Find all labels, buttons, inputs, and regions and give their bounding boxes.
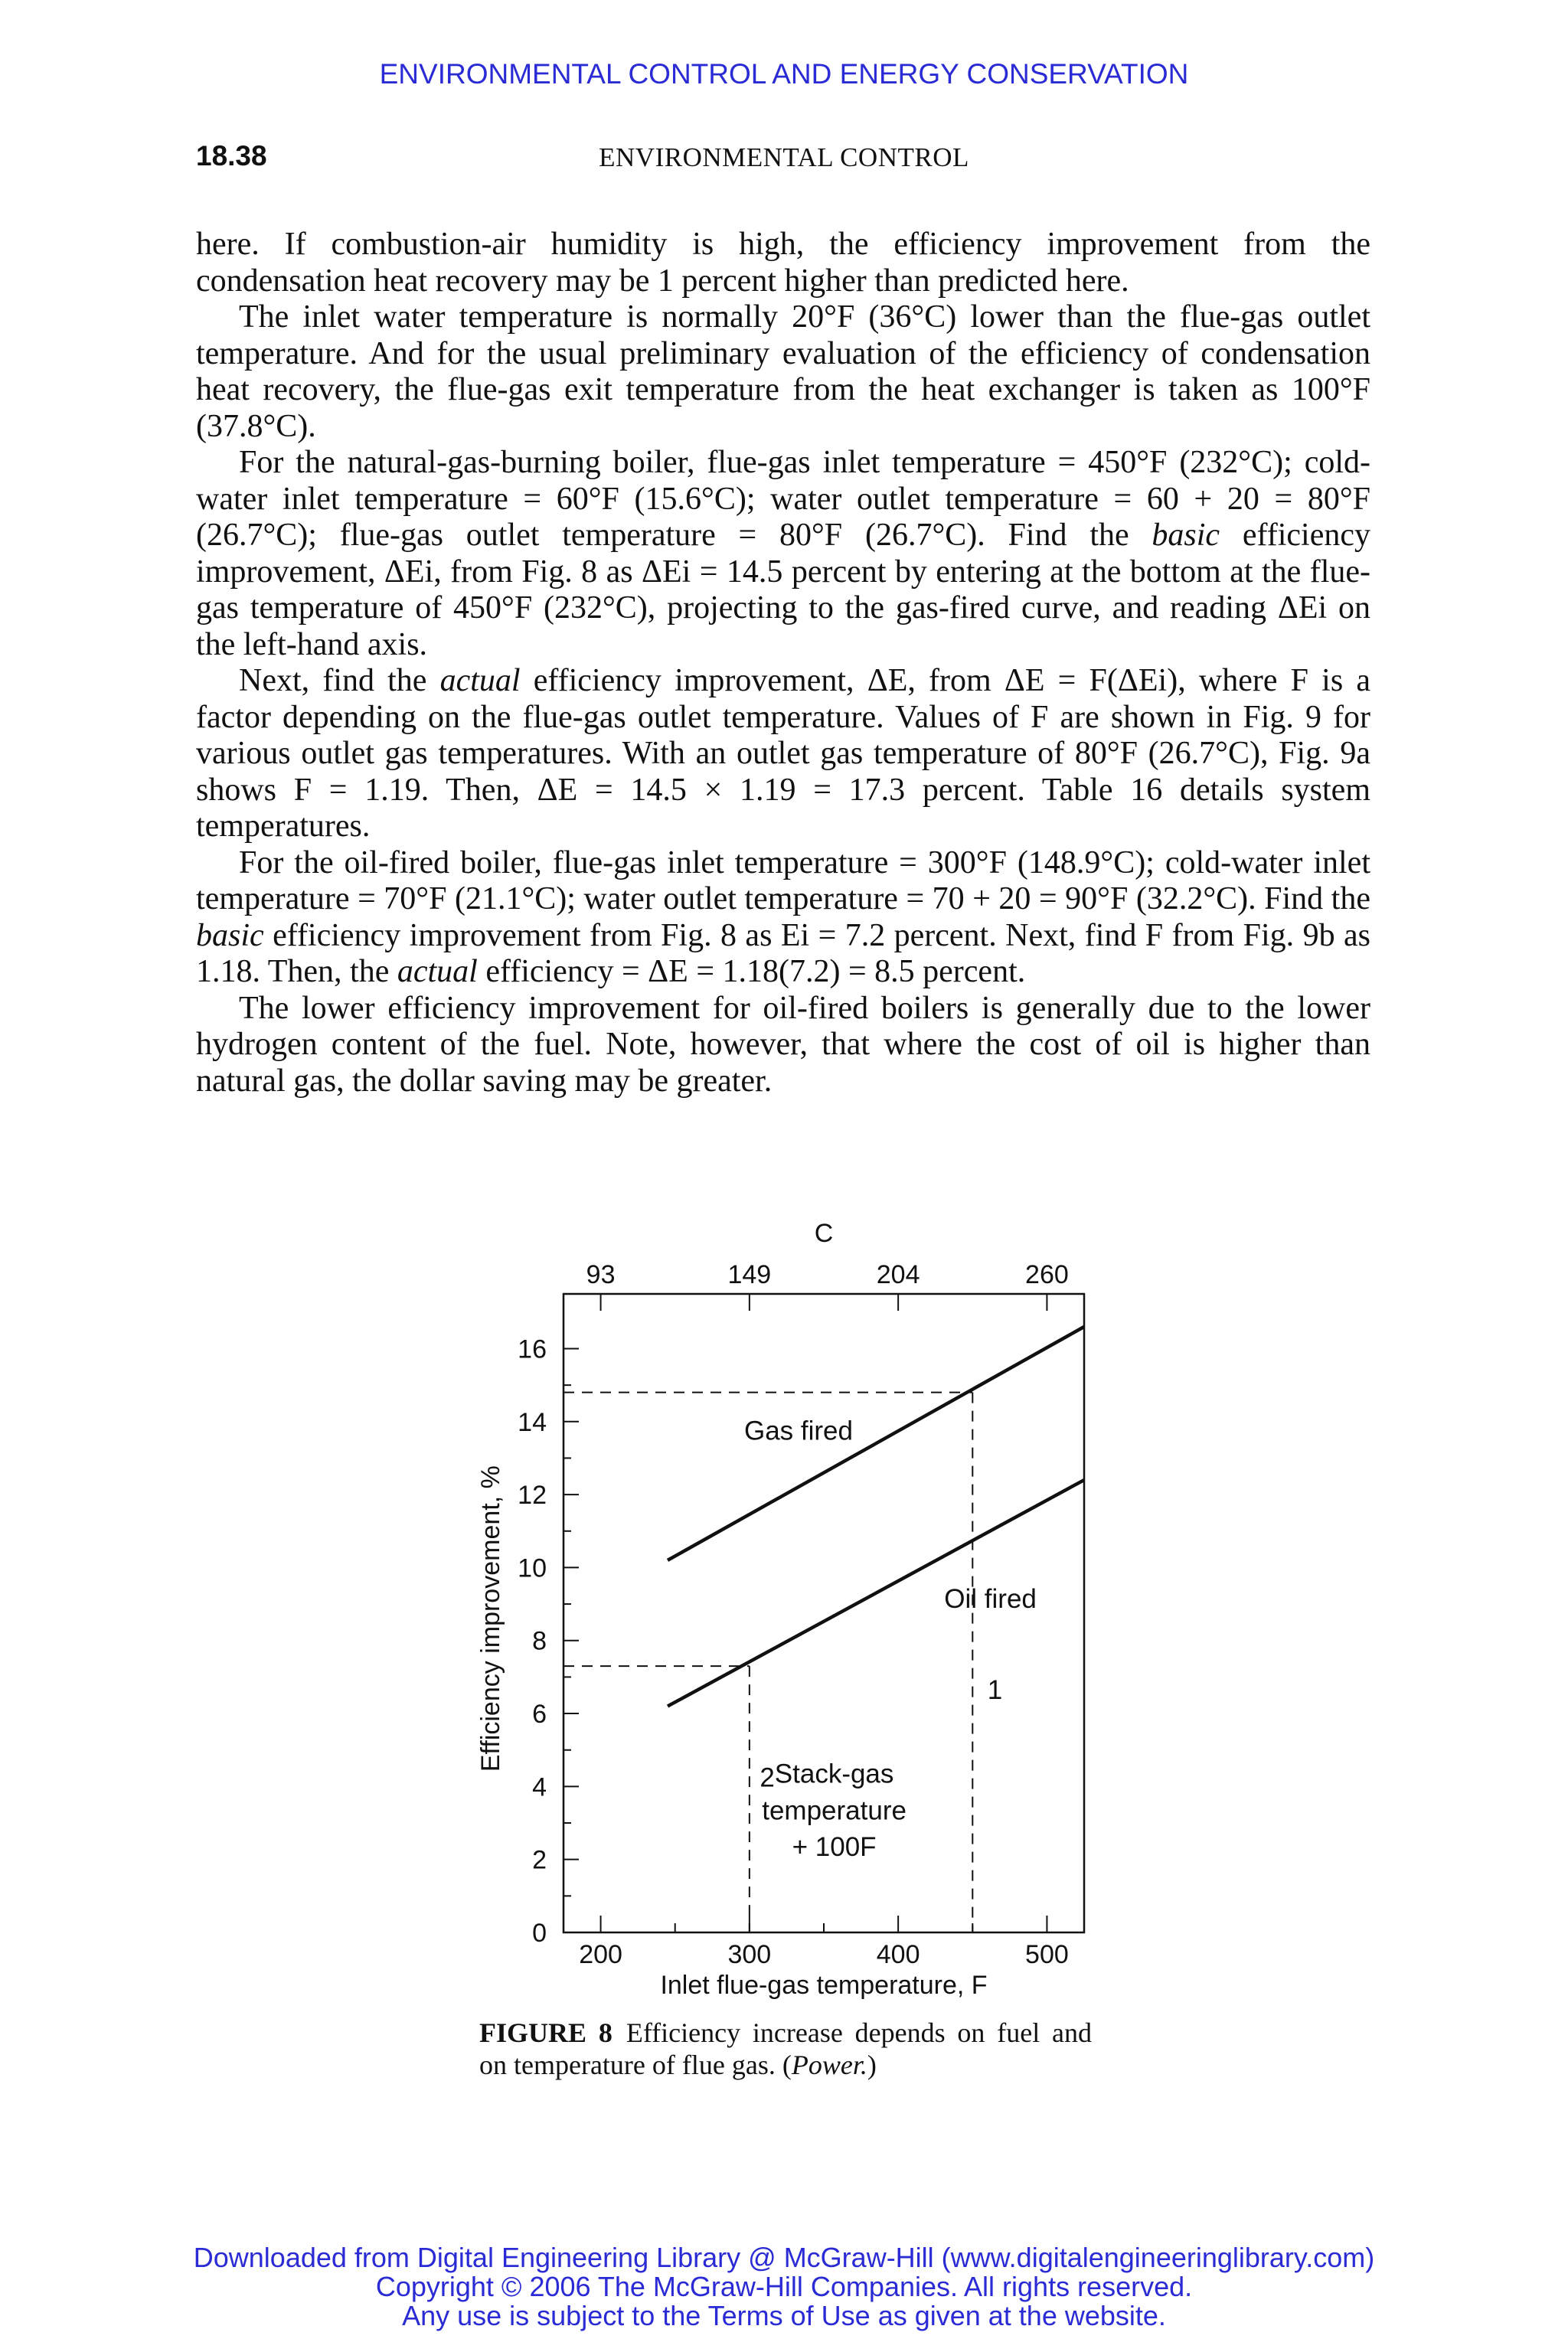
chart-annotation: + 100F <box>792 1831 877 1862</box>
paragraph-6: The lower efficiency improvement for oil-fired boilers is generally due to the lower hydrogen content of the fuel. Note, however, that where the cost of oil is higher than natural gas, the dollar saving may be greater. <box>196 990 1370 1099</box>
footer-line-download: Downloaded from Digital Engineering Library @ McGraw-Hill (www.digitalengineeringlibrary.com) <box>193 2242 1375 2273</box>
paragraph-4: Next, find the actual efficiency improvement, ΔE, from ΔE = F(ΔEi), where F is a factor depending on the flue-gas outlet temperature. Values of F are shown in Fig. 9 for various outlet gas temperatures. With an outlet gas temperature of 80°F (26.7°C), Fig. 9a shows F = 1.19. Then, ΔE = 14.5 × 1.19 = 17.3 percent. Table 16 details system temperatures. <box>196 663 1370 844</box>
x-tick-label: 400 <box>876 1940 920 1969</box>
chart-annotation: temperature <box>762 1795 906 1826</box>
running-head: ENVIRONMENTAL CONTROL <box>599 142 969 172</box>
y-tick-label: 8 <box>532 1626 547 1656</box>
x2-tick-label: 149 <box>727 1260 772 1289</box>
y-tick-label: 6 <box>532 1700 547 1730</box>
caption-source: Power. <box>791 2050 867 2080</box>
paragraph-5: For the oil-fired boiler, flue-gas inlet temperature = 300°F (148.9°C); cold-water inlet temperature = 70°F (21.1°C); water outlet temperature = 70 + 20 = 90°F (32.2°C). Find the basic efficiency improvement from Fig. 8 as Ei = 7.2 percent. Next, find F from Fig. 9b as 1.18. Then, the actual efficiency = ΔE = 1.18(7.2) = 8.5 percent. <box>196 844 1370 989</box>
figure-8-chart <box>0 1210 1568 2014</box>
x2-axis-label: C <box>814 1219 834 1248</box>
x2-tick-label: 93 <box>586 1260 616 1289</box>
page-number: 18.38 <box>196 140 267 172</box>
book-title-banner: ENVIRONMENTAL CONTROL AND ENERGY CONSERVATION <box>379 58 1189 90</box>
y-tick-label: 4 <box>532 1772 547 1802</box>
y-axis-label: Efficiency improvement, % <box>476 1465 505 1772</box>
body-text <box>196 227 1370 1099</box>
download-footer <box>0 2243 1568 2331</box>
x2-tick-label: 204 <box>876 1260 920 1289</box>
figure-caption: FIGURE 8 Efficiency increase depends on fuel and on temperature of flue gas. (Power.) <box>479 2017 1092 2080</box>
x-tick-label: 300 <box>727 1940 772 1969</box>
chart-layer <box>476 1219 1084 2000</box>
y-tick-label: 10 <box>518 1553 547 1583</box>
y-tick-label: 2 <box>532 1845 547 1875</box>
x-tick-label: 200 <box>579 1940 622 1969</box>
x-axis-label: Inlet flue-gas temperature, F <box>660 1971 988 2000</box>
y-tick-label: 16 <box>518 1334 547 1364</box>
figure-label: FIGURE 8 <box>479 2017 612 2048</box>
x-tick-label: 500 <box>1025 1940 1069 1969</box>
paragraph-3: For the natural-gas-burning boiler, flue-gas inlet temperature = 450°F (232°C); cold-water inlet temperature = 60°F (15.6°C); water outlet temperature = 60 + 20 = 80°F (26.7°C); flue-gas outlet temperature = 80°F (26.7°C). Find the basic efficiency improvement, ΔEi, from Fig. 8 as ΔEi = 14.5 percent by entering at the bottom at the flue-gas temperature of 450°F (232°C), projecting to the gas-fired curve, and reading ΔEi on the left-hand axis. <box>196 445 1370 662</box>
y-tick-label: 12 <box>518 1481 547 1511</box>
footer-line-terms: Any use is subject to the Terms of Use as given at the website. <box>402 2300 1166 2331</box>
paragraph-1: here. If combustion-air humidity is high, the efficiency improvement from the condensation heat recovery may be 1 percent higher than predicted here. <box>196 227 1370 299</box>
chart-annotation: Stack-gas <box>774 1759 894 1789</box>
chart-annotation: Oil fired <box>944 1583 1037 1614</box>
y-tick-label: 14 <box>518 1407 547 1437</box>
paragraph-2: The inlet water temperature is normally 20°F (36°C) lower than the flue-gas outlet temperature. And for the usual preliminary evaluation of the efficiency of condensation heat recovery, the flue-gas exit temperature from the heat exchanger is taken as 100°F (37.8°C). <box>196 299 1370 444</box>
chart-annotation: 2 <box>760 1762 775 1793</box>
x2-tick-label: 260 <box>1025 1260 1069 1289</box>
y-tick-label: 0 <box>532 1919 547 1948</box>
chart-annotation: Gas fired <box>743 1416 853 1446</box>
series-line <box>668 1327 1084 1560</box>
chart-annotation: 1 <box>987 1674 1003 1705</box>
footer-line-copyright: Copyright © 2006 The McGraw-Hill Companies. All rights reserved. <box>375 2271 1193 2302</box>
